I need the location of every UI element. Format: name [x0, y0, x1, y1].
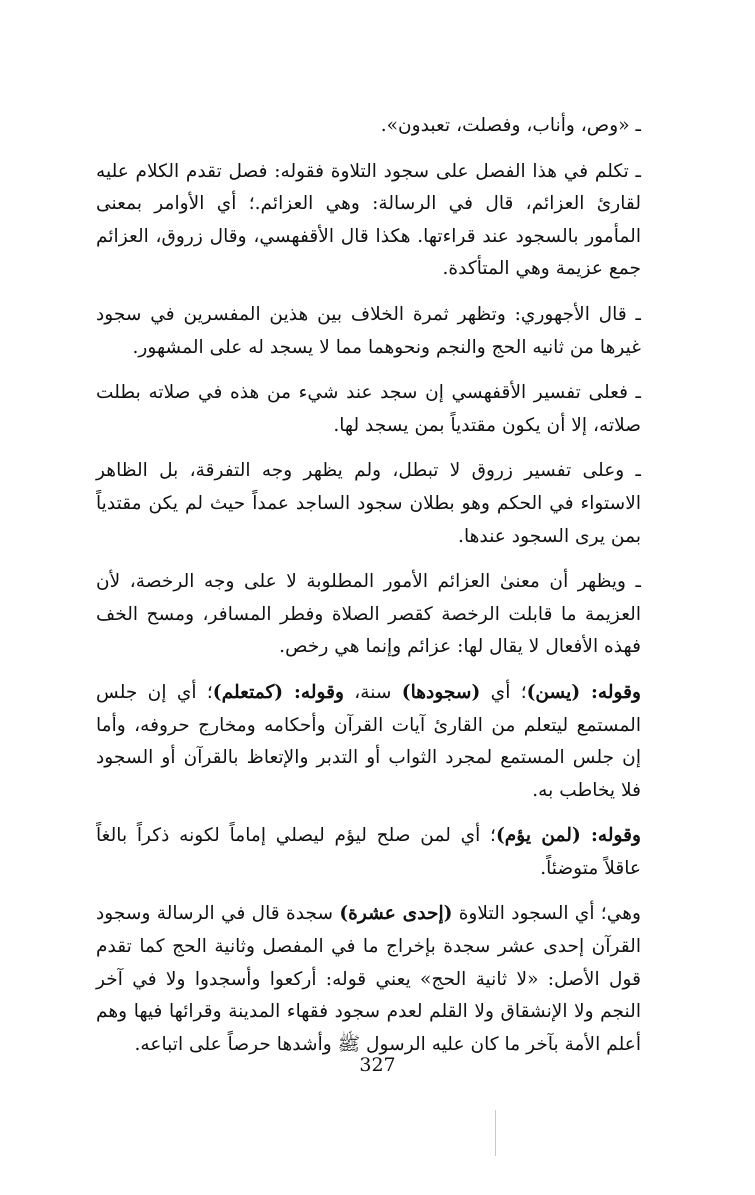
text-run: ؛ أي لمن صلح ليؤم ليصلي إماماً لكونه ذكراً بالغاً عاقلاً متوضئاً.	[96, 825, 641, 879]
text-run: ـ ويظهر أن معنىٰ العزائم الأمور المطلوبة لا على وجه الرخصة، لأن العزيمة ما قابلت الرخصة كقصر الصلاة وفطر المسافر، ومسح الخف فهذه الأفعال لا يقال لها: عزائم وإنما هي رخص.	[96, 571, 641, 658]
paragraph	[96, 299, 641, 364]
paragraph	[96, 820, 641, 885]
paragraph	[96, 156, 641, 286]
page-body	[96, 110, 641, 1110]
bold-term: وقوله: (لمن يؤم)	[495, 825, 642, 847]
bold-term: وقوله: (يسن)	[526, 681, 641, 703]
paragraph	[96, 110, 641, 143]
paragraph	[96, 677, 641, 807]
text-run: ـ «وص، وأناب، وفصلت، تعبدون».	[380, 115, 641, 136]
scan-margin-mark	[495, 1110, 496, 1156]
bold-term: (سجودها)	[401, 681, 481, 703]
paragraph	[96, 455, 641, 553]
text-run: ـ فعلى تفسير الأقفهسي إن سجد عند شيء من هذه في صلاته بطلت صلاته، إلا أن يكون مقتدياً بمن يسجد لها.	[96, 382, 641, 436]
page-number: 327	[359, 1054, 396, 1076]
text-run: ـ قال الأجهوري: وتظهر ثمرة الخلاف بين هذين المفسرين في سجود غيرها من ثانيه الحج والنجم ونحوهما مما لا يسجد له على المشهور.	[96, 303, 641, 358]
text-run: ـ وعلى تفسير زروق لا تبطل، ولم يظهر وجه التفرقة، بل الظاهر الاستواء في الحكم وهو بطلان سجود الساجد عمداً حيث لم يكن مقتدياً بمن يرى السجود عندها.	[96, 460, 641, 547]
text-run: ؛ أي إن جلس المستمع ليتعلم من القارئ آيات القرآن وأحكامه ومخارج حروفه، وأما إن جلس المستمع لمجرد الثواب أو التدبر والإتعاظ بالقرآن أو السجود فلا يخاطب به.	[96, 681, 641, 801]
paragraph	[96, 898, 641, 1061]
text-run: ؛ أي	[480, 681, 527, 703]
text-run: ـ تكلم في هذا الفصل على سجود التلاوة فقوله: فصل تقدم الكلام عليه لقارئ العزائم، قال في الرسالة: وهي العزائم.؛ أي الأوامر بمعنى المأمور بالسجود عند قراءتها. هكذا قال الأقفهسي، وقال زروق، العزائم جمع عزيمة وهي المتأكدة.	[96, 160, 641, 280]
bold-term: (إحدى عشرة)	[339, 903, 453, 925]
paragraph	[96, 566, 641, 664]
bold-term: وقوله: (كمتعلم)	[212, 681, 344, 703]
paragraph	[96, 377, 641, 442]
text-run: وهي؛ أي السجود التلاوة	[452, 903, 641, 925]
text-run: سنة،	[343, 681, 402, 703]
text-run: سجدة قال في الرسالة وسجود القرآن إحدى عشر سجدة بإخراج ما في المفصل وثانية الحج كما تقدم قول الأصل: «لا ثانية الحج» يعني قوله: أركعوا وأسجدوا ولا في آخر النجم ولا الإنشقاق ولا القلم لعدم سجود فقهاء المدينة وقرائها فيها وهم أعلم الأمة بآخر ما كان عليه الرسول ﷺ وأشدها حرصاً على اتباعه.	[96, 903, 641, 1055]
